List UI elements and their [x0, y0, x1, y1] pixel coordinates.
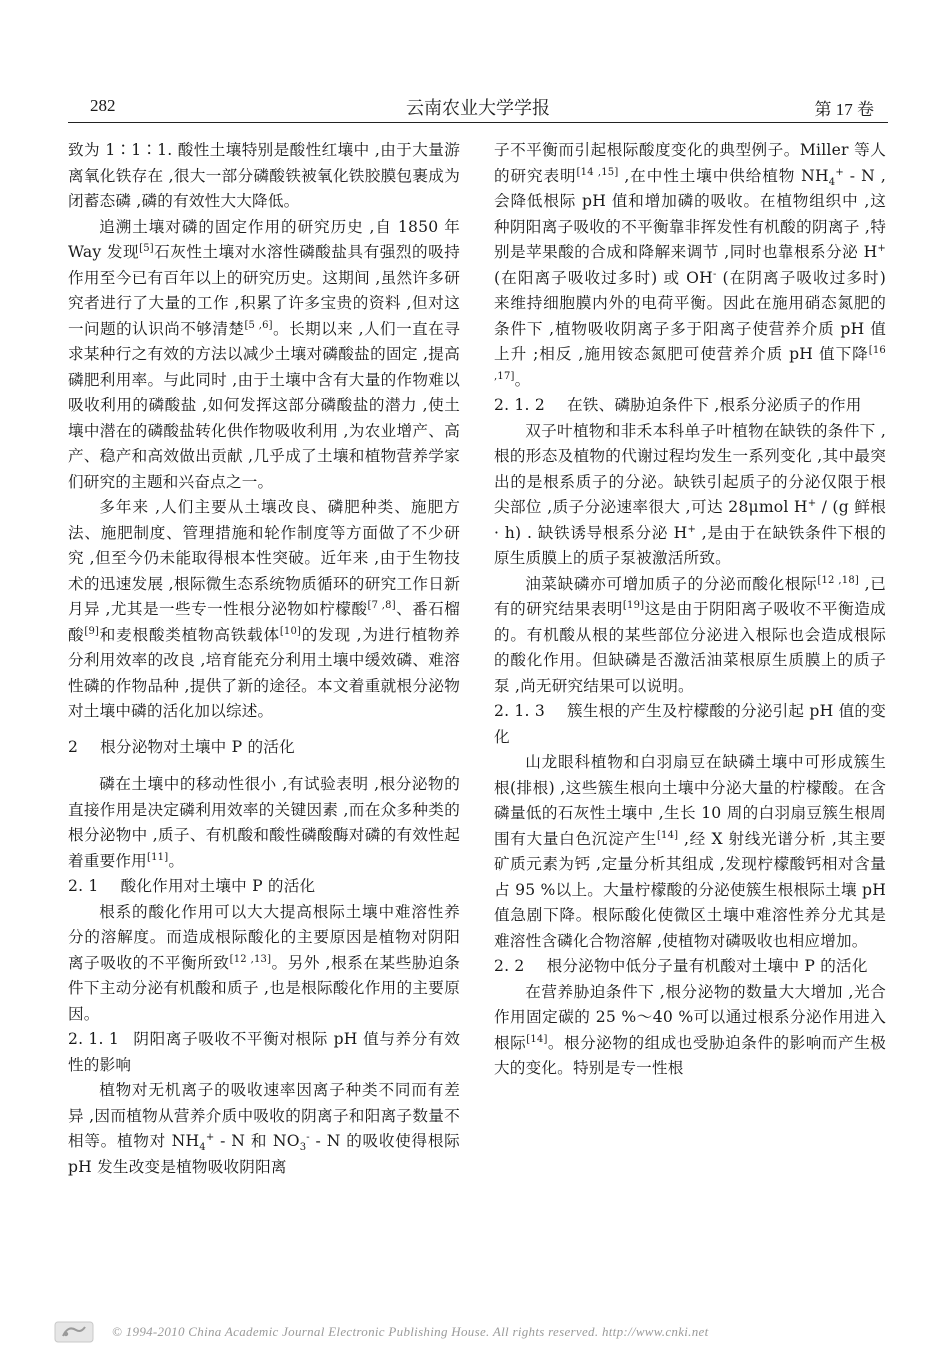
subsubsection-heading: 2. 1. 1 阴阳离子吸收不平衡对根际 pH 值与养分有效性的影响: [68, 1030, 460, 1074]
paragraph: 磷在土壤中的移动性很小 ,有试验表明 ,根分泌物的直接作用是决定磷利用效率的关键因素 ,而在众多种类的根分泌物中 ,质子、有机酸和酸性磷酸酶对磷的有效性起着重要作用[11]。: [68, 775, 460, 870]
citation[interactable]: [14]: [526, 1033, 548, 1045]
page-number: 282: [90, 96, 116, 115]
paragraph: 植物对无机离子的吸收速率因离子种类不同而有差异 ,因而植物从营养介质中吸收的阴离子和阳离子数量不相等。植物对 $NH_4^+$ - N 和 $NO_3^-$ - N 的吸收使得根际 pH 发生改变是植物吸收阴阳离: [68, 1081, 460, 1176]
citation[interactable]: [9]: [84, 625, 100, 637]
citation[interactable]: [10]: [279, 625, 302, 637]
right-column: [494, 138, 886, 1082]
citation[interactable]: [5]: [139, 242, 154, 254]
paragraph: 致为 1∶1∶1. 酸性土壤特别是酸性红壤中 ,由于大量游离氧化铁存在 ,很大一部分磷酸铁被氧化铁胶膜包裹成为闭蓄态磷 ,磷的有效性大大降低。: [68, 141, 460, 210]
paragraph: 子不平衡而引起根际酸度变化的典型例子。Miller 等人的研究表明[14 ,15] ,在中性土壤中供给植物 $NH_4^+$ - N ,会降低根际 pH 值和增加磷的吸收。在植物组织中 ,这种阴阳离子吸收的不平衡靠非挥发性有机酸的阴离子 ,特别是苹果酸的合成和降解来调节 ,同时也靠根系分泌 H+ (在阳离子吸收过多时) 或 OH- (在阴离子吸收过多时) 来维持细胞膜内外的电荷平衡。因此在施用硝态氮肥的条件下 ,植物吸收阴离子多于阳离子使营养介质 pH 值上升 ;相反 ,施用铵态氮肥可使营养介质 pH 值下降[16 ,17]。: [494, 141, 886, 389]
subsection-heading: 2. 2 根分泌物中低分子量有机酸对土壤中 P 的活化: [494, 957, 868, 975]
citation[interactable]: [12 ,18]: [817, 574, 860, 586]
paragraph: 双子叶植物和非禾本科单子叶植物在缺铁的条件下 ,根的形态及植物的代谢过程均发生一系列变化 ,其中最突出的是根系质子的分泌。缺铁引起质子的分泌仅限于根尖部位 ,质子分泌速率很大 ,可达 28μmol H+ / (g 鲜根· h) . 缺铁诱导根系分泌 H+ ,是由于在缺铁条件下根的原生质膜上的质子泵被激活所致。: [494, 421, 886, 567]
paragraph: 追溯土壤对磷的固定作用的研究历史 ,自 1850 年 Way 发现[5]石灰性土壤对水溶性磷酸盐具有强烈的吸持作用至今已有百年以上的研究历史。这期间 ,虽然许多研究者进行了大量的工作 ,积累了许多宝贵的资料 ,但对这一问题的认识尚不够清楚[5 ,6]。长期以来 ,人们一直在寻求某种行之有效的方法以减少土壤对磷酸盐的固定 ,提高磷肥利用率。与此同时 ,由于土壤中含有大量的作物难以吸收利用的磷酸盐 ,如何发挥这部分磷酸盐的潜力 ,使土壤中潜在的磷酸盐转化供作物吸收利用 ,为农业增产、高产、稳产和高效做出贡献 ,几乎成了土壤和植物营养学家们研究的主题和兴奋点之一。: [68, 217, 461, 491]
paragraph: 根系的酸化作用可以大大提高根际土壤中难溶性养分的溶解度。而造成根际酸化的主要原因是植物对阴阳离子吸收的不平衡所致[12 ,13]。另外 ,根系在某些胁迫条件下主动分泌有机酸和质子 ,也是根际酸化作用的主要原因。: [68, 902, 460, 1023]
paragraph: 油菜缺磷亦可增加质子的分泌而酸化根际[12 ,18] ,已有的研究结果表明[19]这是由于阴阳离子吸收不平衡造成的。有机酸从根的某些部位分泌进入根际也会造成根际的酸化作用。但缺磷是否激活油菜根原生质膜上的质子泵 ,尚无研究结果可以说明。: [494, 574, 886, 695]
subsubsection-heading: 2. 1. 3 簇生根的产生及柠檬酸的分泌引起 pH 值的变化: [494, 702, 886, 746]
citation[interactable]: [7 ,8]: [367, 599, 396, 611]
paragraph: 多年来 ,人们主要从土壤改良、磷肥种类、施肥方法、施肥制度、管理措施和轮作制度等方面做了不少研究 ,但至今仍未能取得根本性突破。近年来 ,由于生物技术的迅速发展 ,根际微生态系统物质循环的研究工作日新月异 ,尤其是一些专一性根分泌物如柠檬酸[7 ,8]、番石榴酸[9]和麦根酸类植物高铁载体[10]的发现 ,为进行植物养分利用效率的改良 ,培育能充分利用土壤中缓效磷、难溶性磷的作物品种 ,提供了新的途径。本文着重就根分泌物对土壤中磷的活化加以综述。: [68, 498, 460, 720]
citation[interactable]: [11]: [146, 851, 169, 863]
citation[interactable]: [19]: [622, 599, 645, 611]
copyright-text: © 1994-2010 China Academic Journal Electronic Publishing House. All rights reserved. http://www.cnki.net: [112, 1324, 709, 1339]
subsection-heading: 2. 1 酸化作用对土壤中 P 的活化: [68, 877, 316, 895]
volume-label: 第 17 卷: [814, 100, 874, 119]
citation[interactable]: [12 ,13]: [229, 953, 272, 965]
citation[interactable]: [14 ,15]: [576, 166, 619, 178]
citation[interactable]: [16 ,17]: [494, 344, 886, 382]
journal-title: 云南农业大学学报: [406, 98, 550, 118]
citation[interactable]: [5 ,6]: [244, 319, 273, 331]
left-column: [68, 138, 460, 1180]
citation[interactable]: [14]: [656, 829, 679, 841]
paragraph: 在营养胁迫条件下 ,根分泌物的数量大大增加 ,光合作用固定碳的 25 %～40 %可以通过根系分泌作用进入根际[14]。根分泌物的组成也受胁迫条件的影响而产生极大的变化。特别是专一性根: [494, 982, 886, 1077]
cnki-logo-icon: [52, 1320, 96, 1344]
section-heading: 2 根分泌物对土壤中 P 的活化: [68, 737, 295, 756]
paragraph: 山龙眼科植物和白羽扇豆在缺磷土壤中可形成簇生根(排根) ,这些簇生根向土壤中分泌大量的柠檬酸。在含磷量低的石灰性土壤中 ,生长 10 周的白羽扇豆簇生根周围有大量白色沉淀产生[14] ,经 X 射线光谱分析 ,其主要矿质元素为钙 ,定量分析其组成 ,发现柠檬酸钙相对含量占 95 %以上。大量柠檬酸的分泌使簇生根根际土壤 pH 值急剧下降。根际酸化使微区土壤中难溶性养分尤其是难溶性含磷化合物溶解 ,使植物对磷吸收也相应增加。: [494, 753, 886, 950]
copyright-footer: [52, 1318, 912, 1348]
subsubsection-heading: 2. 1. 2 在铁、磷胁迫条件下 ,根系分泌质子的作用: [494, 396, 862, 414]
running-header: [68, 92, 888, 123]
